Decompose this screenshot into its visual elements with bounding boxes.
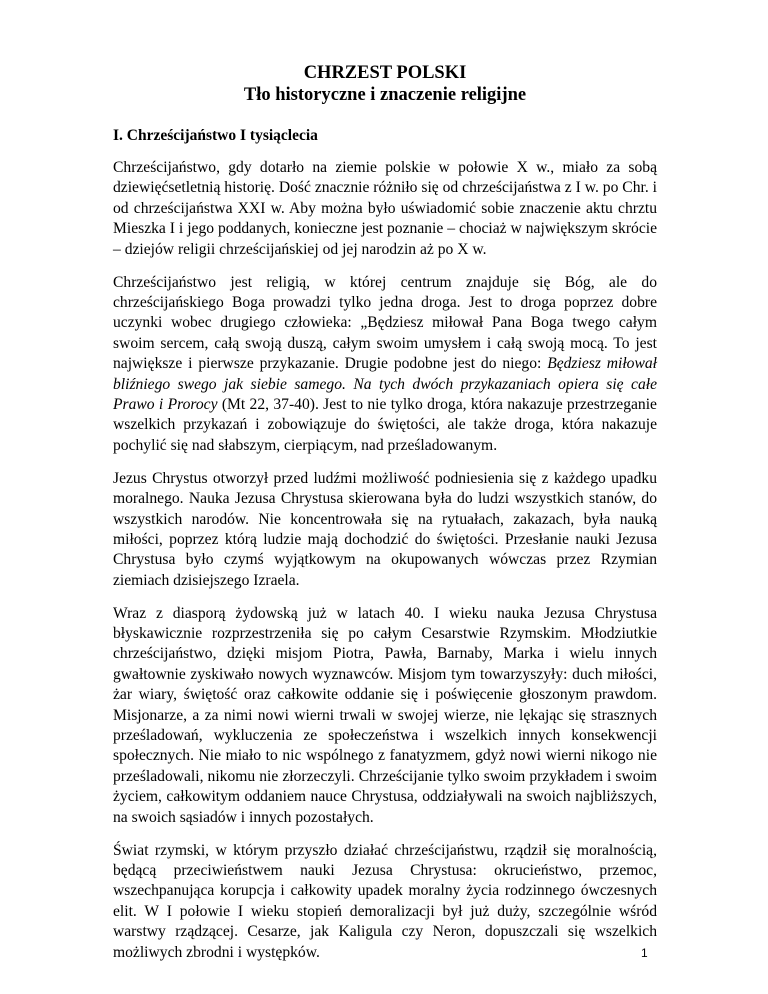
paragraph-4	[113, 604, 657, 828]
document-title: CHRZEST POLSKI	[303, 63, 467, 83]
document-subtitle: Tło historyczne i znaczenie religijne	[243, 85, 527, 105]
page-number: 1	[641, 946, 648, 960]
document-page	[113, 62, 657, 976]
paragraph-text: Chrześcijaństwo, gdy dotarło na ziemie polskie w połowie X w., miało za sobą dziewięćsetletnią historię. Dość znacznie różniło się od chrześcijaństwa z I w. po Chr. i od chrześcijaństwa XXI w. Aby można było uświadomić sobie znaczenie aktu chrztu Mieszka I i jego poddanych, konieczne jest poznanie – chociaż w największym skrócie – dziejów religii chrześcijańskiej od jej narodzin aż po X w.	[113, 159, 657, 258]
paragraph-text-after-quote: (Mt 22, 37-40). Jest to nie tylko droga, która nakazuje przestrzeganie wszelkich przykazań i zobowiązuje do świętości, ale także droga, która nakazuje pochylić się nad słabszym, cierpiącym, nad prześladowanym.	[113, 395, 657, 454]
paragraph-text: Świat rzymski, w którym przyszło działać chrześcijaństwu, rządził się moralnością, będącą przeciwieństwem nauki Jezusa Chrystusa: okrucieństwo, przemoc, wszechpanująca korupcja i całkowity upadek moralny życia rodzinnego ówczesnych elit. W I połowie I wieku stopień demoralizacji był już duży, szczególnie wśród warstwy rządzącej. Cesarze, jak Kaligula czy Neron, dopuszczali się wszelkich możliwych zbrodni i występków.	[113, 841, 657, 961]
paragraph-text: Chrześcijaństwo jest religią, w której centrum znajduje się Bóg, ale do chrześcijańskiego Boga prowadzi tylko jedna droga. Jest to droga poprzez dobre uczynki wobec drugiego człowieka: „Będziesz miłował Pana Boga twego całym swoim sercem, całą swoją duszą, całym swoim umysłem i całą swoją mocą. To jest największe i pierwsze przykazanie. Drugie podobne jest do niego:	[113, 273, 657, 373]
paragraph-text: Wraz z diasporą żydowską już w latach 40. I wieku nauka Jezusa Chrystusa błyskawicznie rozprzestrzeniła się po całym Cesarstwie Rzymskim. Młodziutkie chrześcijaństwo, dzięki misjom Piotra, Pawła, Barnaby, Marka i wielu innych gwałtownie zyskiwało nowych wyznawców. Misjom tym towarzyszyły: duch miłości, żar wiary, świętość oraz całkowite oddanie się i poświęcenie głoszonym prawdom. Misjonarze, a za nimi nowi wierni trwali w swojej wierze, nie lękając się strasznych prześladowań, wykluczenia ze społeczeństwa i wszelkich innych konsekwencji społecznych. Nie miało to nic wspólnego z fanatyzmem, gdyż nowi wierni nikogo nie prześladowali, nikomu nie złorzeczyli. Chrześcijanie tylko swoim przykładem i swoim życiem, całkowitym oddaniem nauce Chrystusa, oddziaływali na swoich najbliższych, na swoich sąsiadów i innych pozostałych.	[113, 604, 657, 826]
section-heading: I. Chrześcijaństwo I tysiąclecia	[113, 127, 318, 144]
paragraph-text: Jezus Chrystus otworzył przed ludźmi możliwość podniesienia się z każdego upadku moralnego. Nauka Jezusa Chrystusa skierowana była do ludzi wszystkich stanów, do wszystkich narodów. Nie koncentrowała się na rytuałach, zakazach, była nauką miłości, poprzez którą ludzie mają dochodzić do świętości. Przesłanie nauki Jezusa Chrystusa było czymś wyjątkowym na okupowanych wówczas przez Rzymian ziemiach dzisiejszego Izraela.	[113, 469, 657, 589]
paragraph-3	[113, 469, 657, 591]
paragraph-5	[113, 841, 657, 963]
paragraph-1	[113, 158, 657, 260]
paragraph-2	[113, 273, 657, 457]
paragraph-quote-italic: Będziesz miłował bliźniego swego jak siebie samego. Na tych dwóch przykazaniach opiera się całe Prawo i Prorocy	[113, 355, 657, 413]
